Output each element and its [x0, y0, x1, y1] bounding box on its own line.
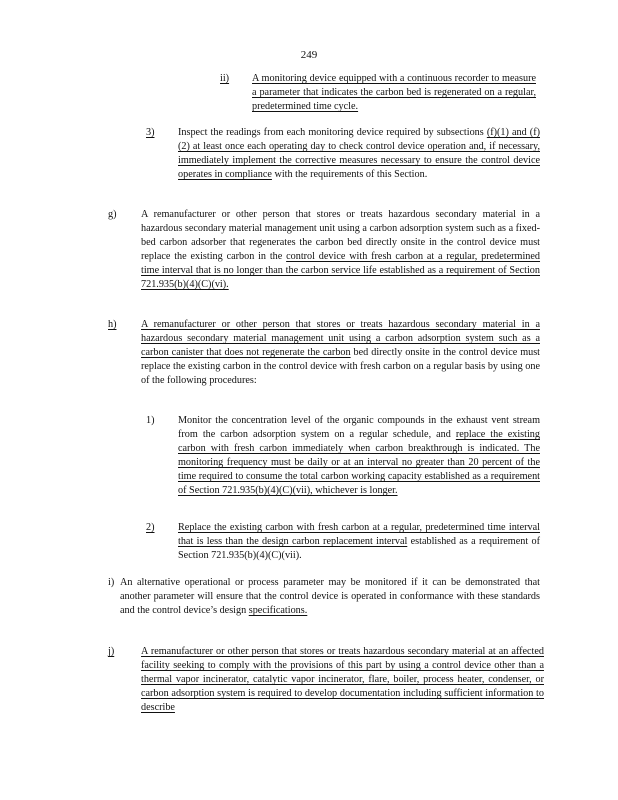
underlined-text-segment: A monitoring device equipped with a continuous recorder to measure a parameter that indicates the carbon bed is regenerated on a regular, predetermined time cycle.	[252, 73, 536, 112]
text-segment: established as a requirement of Section 721.935(b)(4)(C)(vii).	[178, 536, 540, 561]
paragraph-text	[178, 126, 540, 182]
page-number: 249	[300, 49, 318, 61]
paragraph-text	[141, 645, 544, 715]
text-segment: A remanufacturer or other person that stores or treats hazardous secondary material in a hazardous secondary material management unit using a carbon adsorption system such as a fixed-bed carbon adsorber that regenerates the carbon bed directly onsite in the control device must replace the existing carbon in the	[141, 209, 540, 262]
paragraph-marker: j)	[108, 646, 115, 657]
paragraph-h	[108, 318, 540, 404]
paragraph-text	[141, 318, 540, 388]
underlined-text-segment: specifications.	[248, 605, 308, 616]
paragraph-text	[178, 521, 540, 563]
paragraph-i	[108, 576, 540, 634]
underlined-text-segment: replace the existing carbon with fresh carbon immediately when carbon breakthrough is indicated. The monitoring frequency must be daily or at an interval no greater than 20 percent of the time required to consume the total carbon working capacity established as a requirement of Section 721.935(b)(4)(C)(vii), whichever is longer.	[178, 429, 540, 496]
paragraph-marker: ii)	[220, 73, 230, 84]
paragraph-text	[141, 208, 540, 292]
paragraph-marker: g)	[108, 209, 117, 220]
paragraph-g	[108, 208, 540, 294]
paragraph-text	[252, 72, 536, 114]
text-segment: Monitor the concentration level of the organic compounds in the exhaust vent stream from the carbon adsorption system on a regular schedule, and	[178, 415, 540, 440]
text-segment: bed directly onsite in the control device must replace the existing carbon in the control device with fresh carbon on a regular basis by using one of the following procedures:	[141, 347, 541, 386]
paragraph-h-2	[146, 521, 540, 565]
underlined-text-segment: control device with fresh carbon at a regular, predetermined time interval that is no longer than the carbon service life established as a requirement of Section 721.935(b)(4)(C)(vi).	[141, 251, 541, 290]
paragraph-marker: 1)	[146, 415, 155, 426]
paragraph-marker: 2)	[146, 522, 155, 533]
paragraph-text	[178, 414, 540, 498]
text-segment: An alternative operational or process parameter may be monitored if it can be demonstrated that another parameter will ensure that the control device is operated in conformance with these standards and the control device’s design	[120, 577, 540, 616]
underlined-text-segment: A remanufacturer or other person that stores or treats hazardous secondary material in a hazardous secondary material management unit using a carbon adsorption system such as a carbon canister that does not regenerate the carbon	[141, 319, 540, 358]
paragraph-marker: h)	[108, 319, 117, 330]
paragraph-marker: 3)	[146, 127, 155, 138]
paragraph-ii	[220, 72, 538, 116]
paragraph-h-1	[146, 414, 540, 512]
text-segment: Inspect the readings from each monitoring device required by subsections	[178, 127, 487, 138]
underlined-text-segment: A remanufacturer or other person that stores or treats hazardous secondary material at an affected facility seeking to comply with the provisions of this part by using a control device other than a thermal vapor incinerator, catalytic vapor incinerator, flare, boiler, process heater, condenser, or carbon adsorption system is required to develop documentation including sufficient information to describe	[141, 646, 544, 713]
underlined-text-segment: (f)(1) and (f)(2) at least once each operating day to check control device operation and, if necessary, immediately implement the corrective measures necessary to ensure the control device operates in compliance	[178, 127, 540, 180]
paragraph-text	[120, 576, 540, 618]
text-segment: with the requirements of this Section.	[271, 169, 428, 180]
underlined-text-segment: Replace the existing carbon with fresh carbon at a regular, predetermined time interval that is less than the design carbon replacement interval	[178, 522, 540, 547]
paragraph-3	[146, 126, 540, 196]
paragraph-j	[108, 645, 544, 717]
paragraph-marker: i)	[108, 577, 115, 588]
